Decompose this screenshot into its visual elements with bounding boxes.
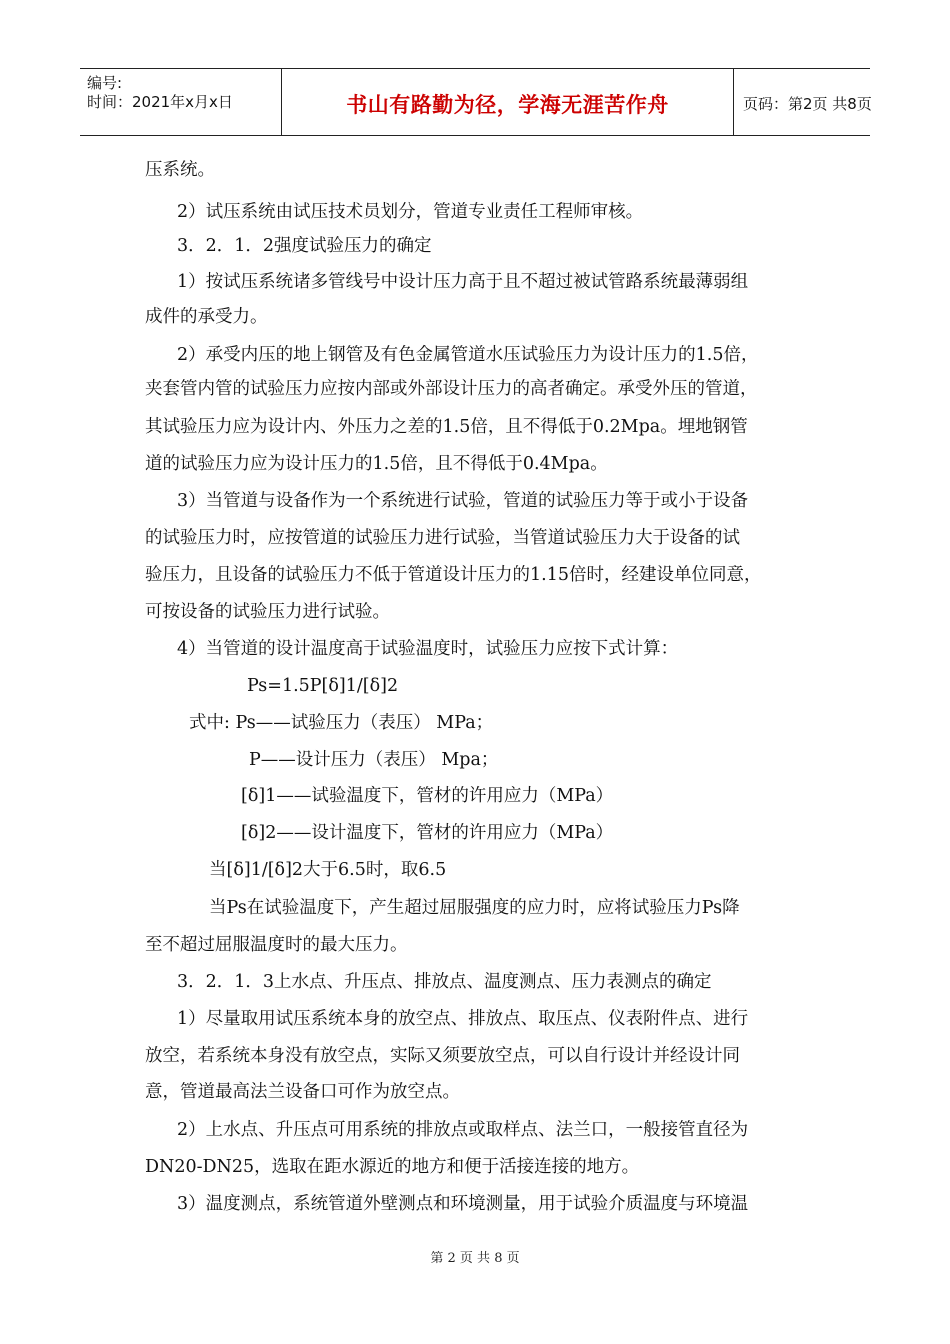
formula: Ps=1.5P[δ]1/[δ]2: [247, 676, 399, 696]
header-middle-cell: [282, 69, 734, 135]
formula-legend-line: P——设计压力（表压） Mpa；: [249, 750, 499, 770]
text-line: 道的试验压力应为设计压力的1.5倍，且不得低于0.4Mpa。: [145, 454, 608, 474]
document-time-label: 时间：2021年x月x日: [87, 93, 233, 111]
section-heading: 3．2．1．2强度试验压力的确定: [177, 236, 432, 256]
text-line: 的试验压力时，应按管道的试验压力进行试验，当管道试验压力大于设备的试: [145, 528, 740, 548]
header-left-cell: [80, 69, 282, 135]
header-page-label: 页码：第2页 共8页: [743, 95, 872, 113]
text-line: 至不超过屈服温度时的最大压力。: [145, 935, 408, 955]
text-line: 验压力，且设备的试验压力不低于管道设计压力的1.15倍时，经建设单位同意，: [145, 565, 762, 585]
text-line: 当Ps在试验温度下，产生超过屈服强度的应力时，应将试验压力Ps降: [209, 898, 740, 918]
text-line: 1）按试压系统诸多管线号中设计压力高于且不超过被试管路系统最薄弱组: [177, 272, 749, 292]
text-line: 成件的承受力。: [145, 307, 268, 327]
text-line: 放空，若系统本身没有放空点，实际又须要放空点，可以自行设计并经设计同: [145, 1046, 740, 1066]
page-footer: 第 2 页 共 8 页: [430, 1251, 520, 1266]
text-line: 3）当管道与设备作为一个系统进行试验，管道的试验压力等于或小于设备: [177, 491, 749, 511]
header-motto: 书山有路勤为径，学海无涯苦作舟: [346, 93, 669, 117]
text-line: DN20-DN25，选取在距水源近的地方和便于活接连接的地方。: [145, 1157, 640, 1177]
text-line: 3）温度测点，系统管道外壁测点和环境测量，用于试验介质温度与环境温: [177, 1194, 749, 1214]
text-line: 4）当管道的设计温度高于试验温度时，试验压力应按下式计算：: [177, 639, 679, 659]
header-right-cell: [734, 69, 870, 135]
text-line: 1）尽量取用试压系统本身的放空点、排放点、取压点、仪表附件点、进行: [177, 1009, 749, 1029]
header-table: [80, 68, 870, 136]
document-number-label: 编号:: [87, 74, 123, 92]
text-line: 2）上水点、升压点可用系统的排放点或取样点、法兰口，一般接管直径为: [177, 1120, 749, 1140]
text-line: 压系统。: [145, 160, 215, 180]
text-line: 当[δ]1/[δ]2大于6.5时，取6.5: [209, 860, 447, 880]
text-line: 2）试压系统由试压技术员划分，管道专业责任工程师审核。: [177, 202, 644, 222]
formula-legend-line: [δ]2——设计温度下，管材的许用应力（MPa）: [241, 823, 614, 843]
text-line: 夹套管内管的试验压力应按内部或外部设计压力的高者确定。承受外压的管道，: [145, 379, 758, 399]
section-heading: 3．2．1．3上水点、升压点、排放点、温度测点、压力表测点的确定: [177, 972, 712, 992]
formula-legend-line: [δ]1——试验温度下，管材的许用应力（MPa）: [241, 786, 614, 806]
text-line: 意，管道最高法兰设备口可作为放空点。: [145, 1082, 460, 1102]
text-line: 其试验压力应为设计内、外压力之差的1.5倍，且不得低于0.2Mpa。埋地钢管: [145, 417, 748, 437]
text-line: 可按设备的试验压力进行试验。: [145, 602, 390, 622]
text-line: 2）承受内压的地上钢管及有色金属管道水压试验压力为设计压力的1.5倍，: [177, 345, 759, 365]
formula-legend-line: 式中: Ps——试验压力（表压） MPa；: [189, 713, 494, 733]
